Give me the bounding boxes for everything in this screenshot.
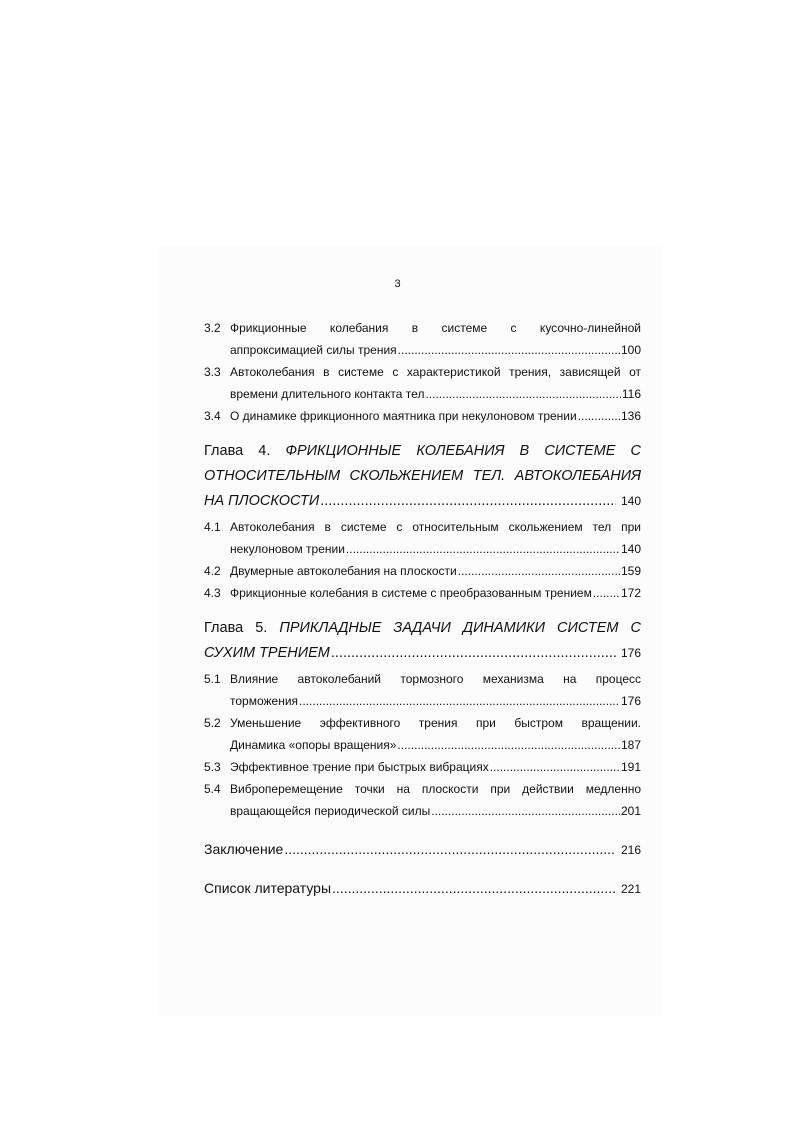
toc-references[interactable] [204,877,641,900]
toc-entry-4-3[interactable] [204,582,641,604]
section-number: 5.1 [204,672,221,686]
section-title-line: торможения [230,694,299,708]
section-title-line: некулоновом трении [230,542,345,556]
dot-leader [425,383,620,405]
page-ref: 176 [620,694,641,708]
section-title-line: О динамике фрикционного маятника при некулоновом трении [230,409,577,423]
section-title-line: Эффективное трение при быстрых вибрациях [230,760,489,774]
page-number: 3 [394,278,401,290]
dot-leader [320,489,616,514]
section-title-line: Фрикционные колебания в системе с кусочно-линейной [230,321,641,335]
chapter-title-line: ФРИКЦИОННЫЕ КОЛЕБАНИЯ В СИСТЕМЕ С [285,443,641,459]
section-title-line: Автоколебания в системе с относительным скольжением тел при [230,520,641,534]
section-title-line: вращающейся периодической силы [230,804,431,818]
toc-entry-3-3[interactable] [204,361,641,405]
dot-leader [398,339,620,361]
page-ref: 159 [620,564,641,578]
section-title-line: Фрикционные колебания в системе с преобразованным трением [230,586,592,600]
section-title-line: аппроксимацией силы трения [230,343,397,357]
chapter-label: Глава 4. [204,443,271,459]
toc-chapter-4[interactable] [204,439,641,514]
section-number: 5.2 [204,716,221,730]
section-title-line: Динамика «опоры вращения» [230,738,397,752]
section-number: 5.4 [204,782,221,796]
toc-chapter-5[interactable] [204,616,641,666]
dot-leader [331,641,616,666]
page-ref: 140 [620,542,641,556]
page-ref: 176 [620,646,641,660]
dot-leader [284,838,616,860]
section-number: 5.3 [204,760,221,774]
dot-leader [458,560,620,582]
toc-entry-3-2[interactable] [204,317,641,361]
page-ref: 140 [620,494,641,508]
page-ref: 136 [620,409,641,423]
section-title-line: Двумерные автоколебания на плоскости [230,564,457,578]
dot-leader [346,538,620,560]
dot-leader [593,582,620,604]
toc-entry-5-1[interactable] [204,668,641,712]
dot-leader [332,877,616,899]
chapter-label: Глава 5. [204,620,268,636]
page-ref: 201 [620,804,641,818]
dot-leader [490,756,620,778]
section-number: 3.2 [204,321,221,335]
section-title-line: времени длительного контакта тел [230,387,425,401]
toc-entry-5-2[interactable] [204,712,641,756]
section-number: 3.4 [204,409,221,423]
chapter-title-line: НА ПЛОСКОСТИ [204,493,320,509]
chapter-title-line: ПРИКЛАДНЫЕ ЗАДАЧИ ДИНАМИКИ СИСТЕМ С [279,620,641,636]
toc-entry-4-1[interactable] [204,516,641,560]
section-number: 4.3 [204,586,221,600]
section-number: 4.1 [204,520,221,534]
section-title-line: Виброперемещение точки на плоскости при действии медленно [230,782,641,796]
page-ref: 116 [621,387,641,401]
toc-entry-4-2[interactable] [204,560,641,582]
page-ref: 216 [620,843,641,857]
section-title-line: Автоколебания в системе с характеристикой трения, зависящей от [230,365,641,379]
page-ref: 187 [620,738,641,752]
toc-conclusion[interactable] [204,838,641,861]
page-ref: 100 [620,343,641,357]
page-ref: 221 [620,882,641,896]
toc-entry-5-3[interactable] [204,756,641,778]
dot-leader [431,800,620,822]
section-title-line: Уменьшение эффективного трения при быстром вращении. [230,716,641,730]
chapter-title-line: ОТНОСИТЕЛЬНЫМ СКОЛЬЖЕНИЕМ ТЕЛ. АВТОКОЛЕБАНИЯ [204,468,641,484]
dot-leader [578,405,620,427]
dot-leader [397,734,620,756]
dot-leader [299,690,620,712]
conclusion-label: Заключение [204,841,284,857]
toc-entry-5-4[interactable] [204,778,641,822]
chapter-title-line: СУХИМ ТРЕНИЕМ [204,645,330,661]
section-title-line: Влияние автоколебаний тормозного механизма на процесс [230,672,641,686]
section-number: 3.3 [204,365,221,379]
page-ref: 191 [620,760,641,774]
page-ref: 172 [620,586,641,600]
table-of-contents [204,317,641,900]
section-number: 4.2 [204,564,221,578]
references-label: Список литературы [204,880,332,896]
toc-entry-3-4[interactable] [204,405,641,427]
